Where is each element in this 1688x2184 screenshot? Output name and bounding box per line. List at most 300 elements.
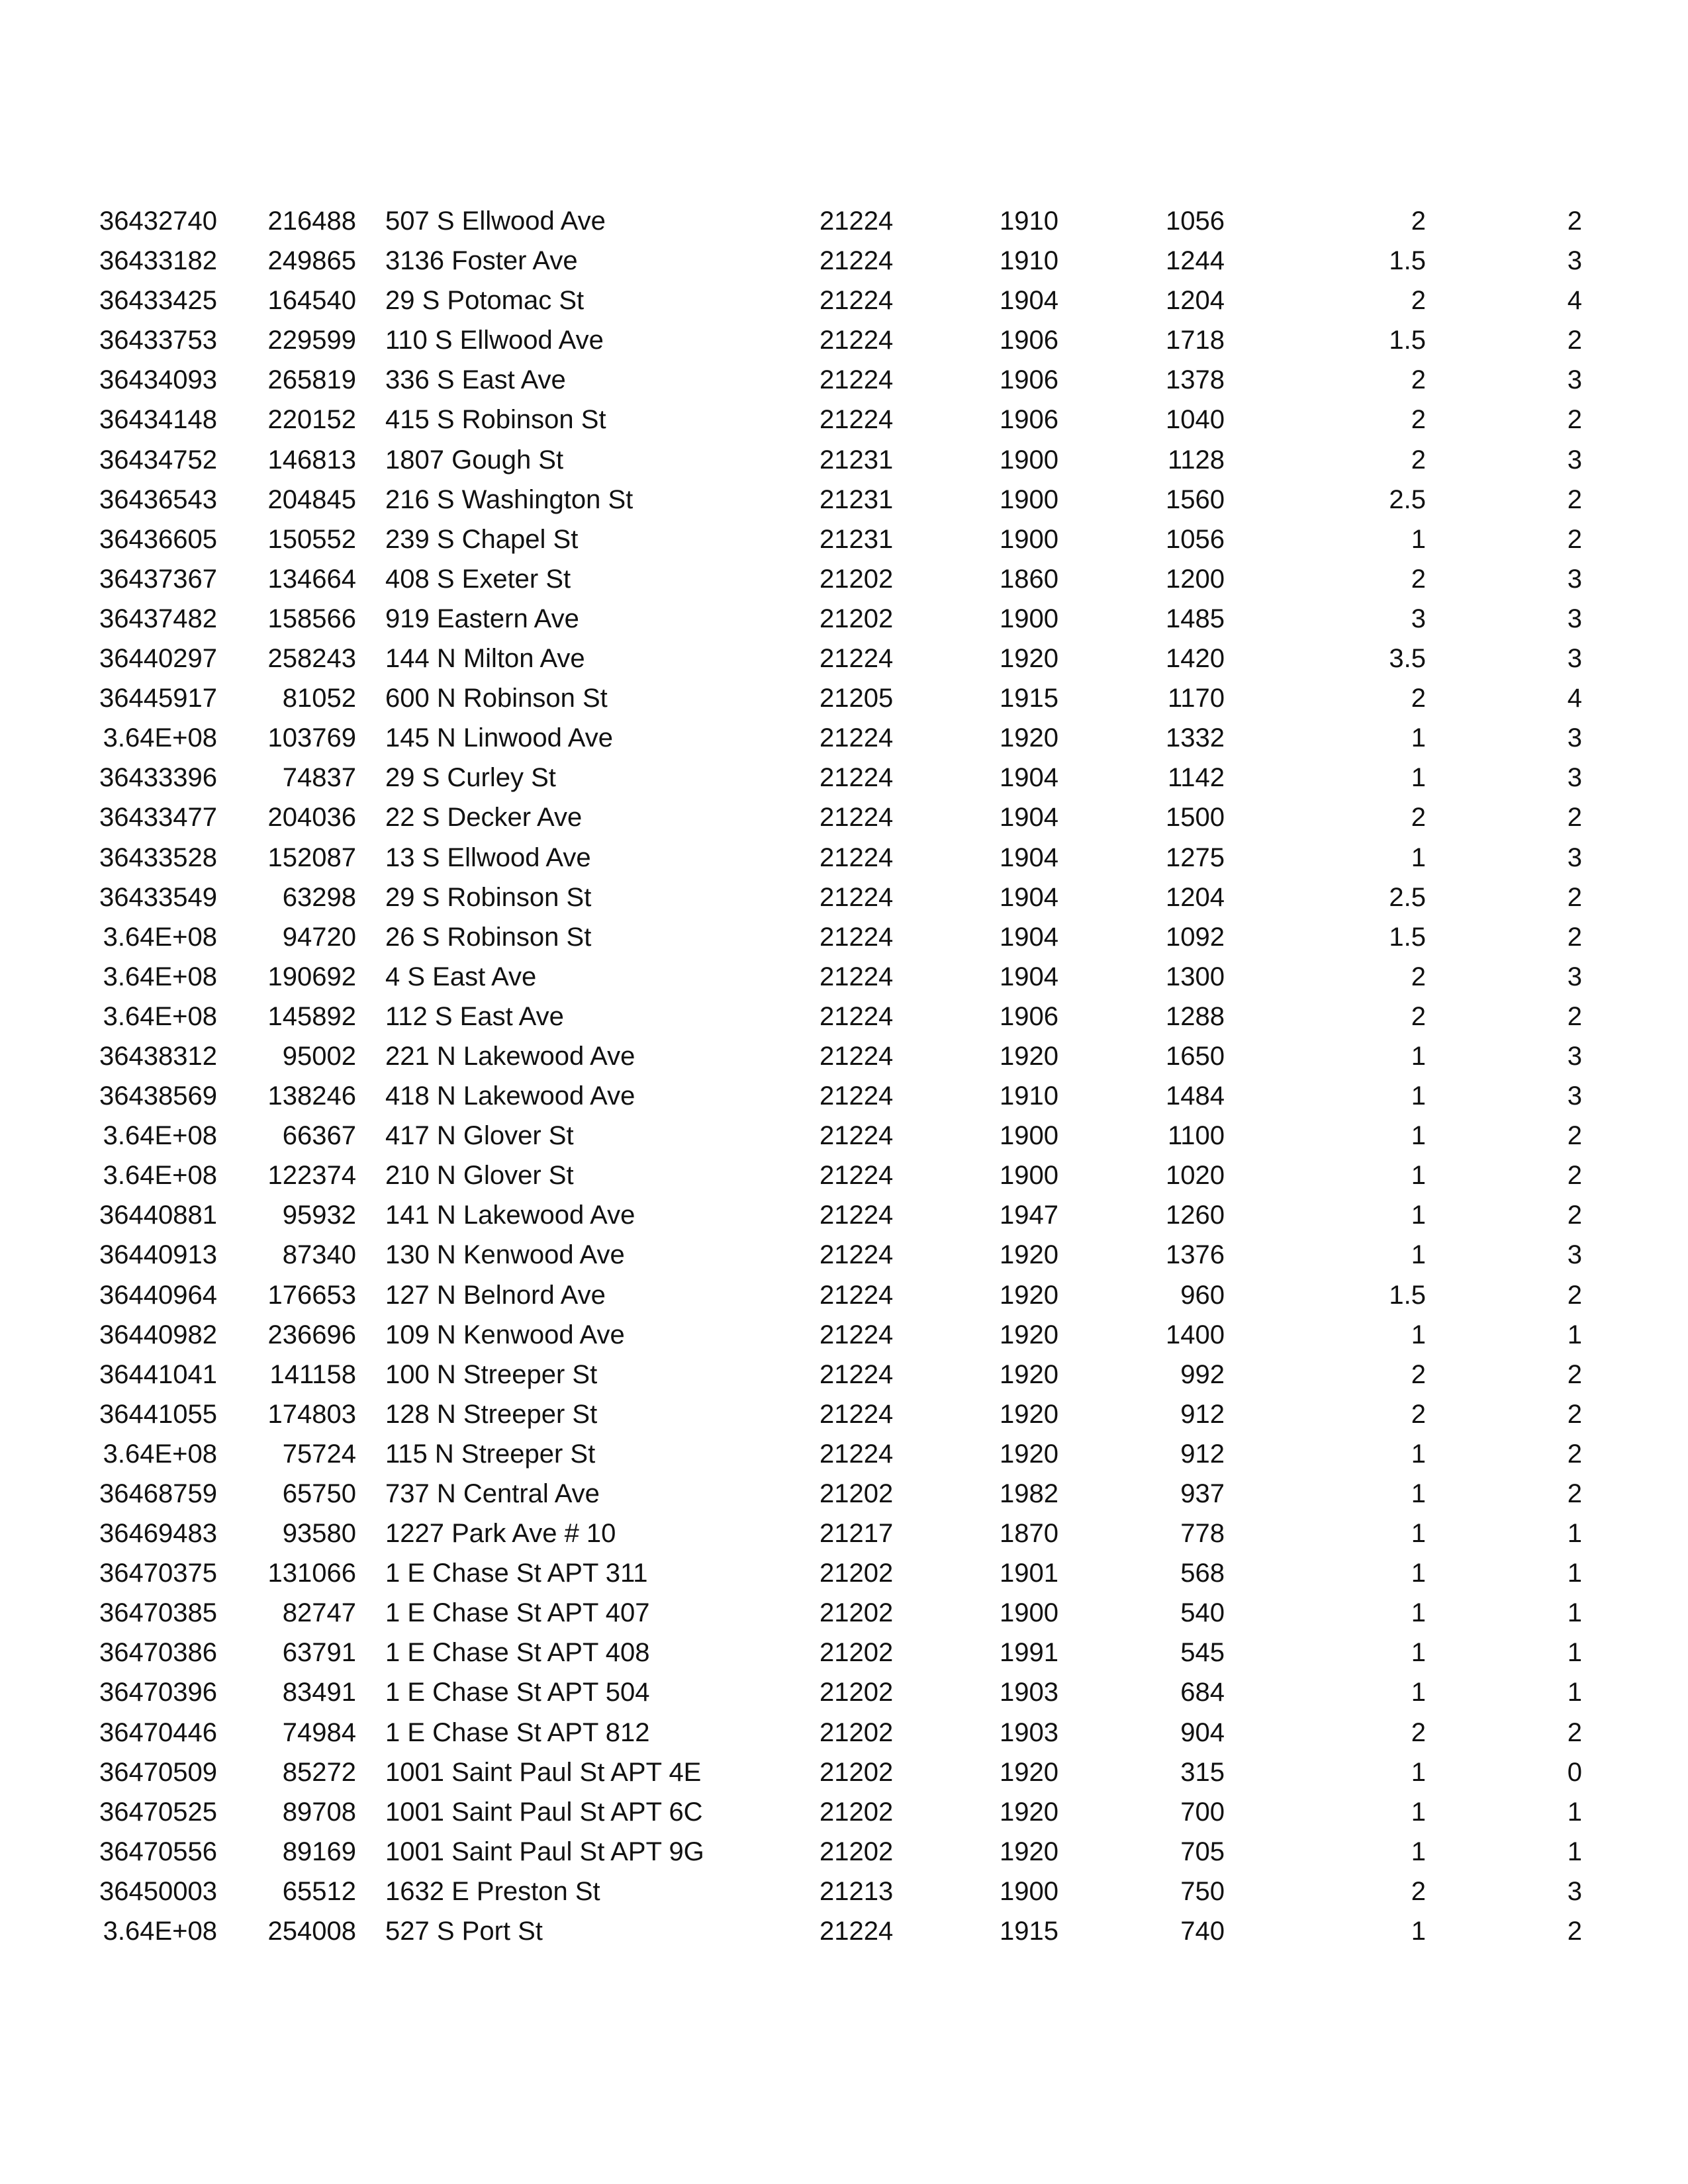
year-built-cell: 1900 [1000,1598,1058,1628]
address-cell: 336 S East Ave [385,365,566,395]
square-feet-cell: 1056 [1166,524,1225,554]
table-row [0,1235,1688,1275]
address-cell: 417 N Glover St [385,1121,574,1151]
bedrooms-cell: 1 [1567,1837,1582,1866]
table-row [0,758,1688,797]
value-cell: 93580 [282,1519,356,1549]
bedrooms-cell: 3 [1567,962,1582,991]
record-id-cell: 3.64E+08 [103,1161,217,1191]
table-row [0,1911,1688,1951]
square-feet-cell: 1378 [1166,365,1225,395]
address-cell: 3136 Foster Ave [385,246,578,276]
baths-cell: 1 [1411,1320,1426,1349]
value-cell: 229599 [267,326,356,355]
address-cell: 507 S Ellwood Ave [385,206,606,236]
value-cell: 95932 [282,1201,356,1230]
table-row [0,281,1688,320]
square-feet-cell: 1718 [1166,326,1225,355]
value-cell: 258243 [267,644,356,674]
baths-cell: 2 [1411,405,1426,435]
zip-cell: 21224 [820,1001,894,1031]
record-id-cell: 36470396 [99,1678,217,1707]
baths-cell: 1 [1411,1479,1426,1508]
year-built-cell: 1920 [1000,1320,1058,1349]
record-id-cell: 36437367 [99,564,217,594]
value-cell: 204845 [267,484,356,514]
value-cell: 265819 [267,365,356,395]
square-feet-cell: 1244 [1166,246,1225,276]
value-cell: 89169 [282,1837,356,1866]
record-id-cell: 36470385 [99,1598,217,1628]
baths-cell: 1 [1411,1678,1426,1707]
value-cell: 176653 [267,1280,356,1310]
table-row [0,1434,1688,1474]
address-cell: 1 E Chase St APT 311 [385,1559,648,1588]
record-id-cell: 36440982 [99,1320,217,1349]
square-feet-cell: 912 [1180,1439,1225,1469]
value-cell: 134664 [267,564,356,594]
year-built-cell: 1910 [1000,1081,1058,1111]
value-cell: 145892 [267,1001,356,1031]
bedrooms-cell: 2 [1567,1917,1582,1946]
table-row [0,320,1688,360]
record-id-cell: 36470556 [99,1837,217,1866]
square-feet-cell: 1056 [1166,206,1225,236]
value-cell: 174803 [267,1399,356,1429]
address-cell: 1001 Saint Paul St APT 6C [385,1797,703,1827]
baths-cell: 1 [1411,1559,1426,1588]
zip-cell: 21224 [820,206,894,236]
value-cell: 164540 [267,286,356,316]
square-feet-cell: 1128 [1167,445,1225,475]
value-cell: 204036 [267,803,356,833]
square-feet-cell: 1200 [1166,564,1225,594]
bedrooms-cell: 2 [1567,1399,1582,1429]
year-built-cell: 1906 [1000,405,1058,435]
address-cell: 527 S Port St [385,1917,543,1946]
zip-cell: 21224 [820,1320,894,1349]
year-built-cell: 1870 [1000,1519,1058,1549]
address-cell: 737 N Central Ave [385,1479,600,1508]
zip-cell: 21224 [820,1917,894,1946]
zip-cell: 21231 [820,524,894,554]
baths-cell: 1 [1411,1081,1426,1111]
zip-cell: 21202 [820,1757,894,1787]
bedrooms-cell: 3 [1567,763,1582,793]
record-id-cell: 36469483 [99,1519,217,1549]
value-cell: 152087 [267,842,356,872]
square-feet-cell: 1142 [1167,763,1225,793]
baths-cell: 1.5 [1389,1280,1426,1310]
bedrooms-cell: 2 [1567,1161,1582,1191]
year-built-cell: 1991 [1000,1638,1058,1668]
address-cell: 408 S Exeter St [385,564,571,594]
bedrooms-cell: 2 [1567,803,1582,833]
baths-cell: 1 [1411,1837,1426,1866]
zip-cell: 21202 [820,1598,894,1628]
value-cell: 63791 [282,1638,356,1668]
table-row [0,440,1688,480]
address-cell: 29 S Potomac St [385,286,585,316]
bedrooms-cell: 2 [1567,206,1582,236]
baths-cell: 1 [1411,1797,1426,1827]
record-id-cell: 36470375 [99,1559,217,1588]
record-id-cell: 3.64E+08 [103,962,217,991]
square-feet-cell: 912 [1180,1399,1225,1429]
bedrooms-cell: 2 [1567,405,1582,435]
table-row [0,360,1688,400]
bedrooms-cell: 2 [1567,326,1582,355]
bedrooms-cell: 2 [1567,1280,1582,1310]
baths-cell: 1 [1411,1598,1426,1628]
zip-cell: 21224 [820,723,894,753]
address-cell: 418 N Lakewood Ave [385,1081,635,1111]
table-row [0,1633,1688,1672]
table-row [0,559,1688,599]
square-feet-cell: 1040 [1166,405,1225,435]
year-built-cell: 1904 [1000,842,1058,872]
year-built-cell: 1910 [1000,246,1058,276]
bedrooms-cell: 1 [1567,1559,1582,1588]
table-row [0,1076,1688,1116]
table-row [0,1195,1688,1235]
year-built-cell: 1920 [1000,1797,1058,1827]
baths-cell: 2 [1411,206,1426,236]
zip-cell: 21224 [820,763,894,793]
square-feet-cell: 778 [1180,1519,1225,1549]
value-cell: 95002 [282,1041,356,1071]
value-cell: 82747 [282,1598,356,1628]
bedrooms-cell: 1 [1567,1638,1582,1668]
address-cell: 29 S Robinson St [385,882,592,912]
square-feet-cell: 960 [1180,1280,1225,1310]
year-built-cell: 1900 [1000,1876,1058,1906]
record-id-cell: 3.64E+08 [103,1001,217,1031]
bedrooms-cell: 2 [1567,1201,1582,1230]
square-feet-cell: 1170 [1167,684,1225,713]
year-built-cell: 1906 [1000,326,1058,355]
bedrooms-cell: 0 [1567,1757,1582,1787]
bedrooms-cell: 2 [1567,1439,1582,1469]
zip-cell: 21205 [820,684,894,713]
value-cell: 158566 [267,604,356,633]
address-cell: 1 E Chase St APT 408 [385,1638,650,1668]
baths-cell: 2 [1411,1876,1426,1906]
baths-cell: 2 [1411,1359,1426,1389]
year-built-cell: 1920 [1000,1399,1058,1429]
baths-cell: 1 [1411,723,1426,753]
table-row [0,878,1688,917]
bedrooms-cell: 3 [1567,723,1582,753]
year-built-cell: 1920 [1000,1439,1058,1469]
record-id-cell: 36441055 [99,1399,217,1429]
bedrooms-cell: 2 [1567,1717,1582,1747]
table-row [0,480,1688,520]
table-row [0,599,1688,639]
zip-cell: 21202 [820,1837,894,1866]
table-row [0,1872,1688,1911]
bedrooms-cell: 3 [1567,365,1582,395]
table-row [0,400,1688,439]
table-row [0,957,1688,997]
address-cell: 22 S Decker Ave [385,803,583,833]
table-row [0,1514,1688,1553]
bedrooms-cell: 3 [1567,1876,1582,1906]
zip-cell: 21224 [820,1081,894,1111]
year-built-cell: 1920 [1000,1757,1058,1787]
address-cell: 130 N Kenwood Ave [385,1240,625,1270]
bedrooms-cell: 2 [1567,1001,1582,1031]
baths-cell: 1 [1411,1121,1426,1151]
value-cell: 74837 [282,763,356,793]
table-row [0,241,1688,281]
value-cell: 216488 [267,206,356,236]
year-built-cell: 1860 [1000,564,1058,594]
year-built-cell: 1904 [1000,286,1058,316]
baths-cell: 2.5 [1389,882,1426,912]
record-id-cell: 36434752 [99,445,217,475]
square-feet-cell: 1260 [1166,1201,1225,1230]
record-id-cell: 36433477 [99,803,217,833]
year-built-cell: 1901 [1000,1559,1058,1588]
record-id-cell: 36433396 [99,763,217,793]
year-built-cell: 1920 [1000,644,1058,674]
baths-cell: 2 [1411,1399,1426,1429]
bedrooms-cell: 3 [1567,246,1582,276]
table-row [0,1036,1688,1076]
baths-cell: 1.5 [1389,246,1426,276]
record-id-cell: 36440881 [99,1201,217,1230]
address-cell: 415 S Robinson St [385,405,606,435]
year-built-cell: 1904 [1000,803,1058,833]
value-cell: 66367 [282,1121,356,1151]
record-id-cell: 36445917 [99,684,217,713]
value-cell: 220152 [267,405,356,435]
bedrooms-cell: 1 [1567,1598,1582,1628]
value-cell: 150552 [267,524,356,554]
bedrooms-cell: 1 [1567,1797,1582,1827]
address-cell: 210 N Glover St [385,1161,574,1191]
value-cell: 146813 [267,445,356,475]
year-built-cell: 1900 [1000,445,1058,475]
record-id-cell: 36433425 [99,286,217,316]
baths-cell: 1 [1411,524,1426,554]
baths-cell: 1.5 [1389,326,1426,355]
square-feet-cell: 1300 [1166,962,1225,991]
square-feet-cell: 992 [1180,1359,1225,1389]
zip-cell: 21224 [820,365,894,395]
bedrooms-cell: 2 [1567,484,1582,514]
year-built-cell: 1900 [1000,484,1058,514]
table-row [0,520,1688,559]
address-cell: 100 N Streeper St [385,1359,598,1389]
baths-cell: 1 [1411,1439,1426,1469]
value-cell: 75724 [282,1439,356,1469]
value-cell: 81052 [282,684,356,713]
address-cell: 112 S East Ave [385,1001,564,1031]
year-built-cell: 1982 [1000,1479,1058,1508]
address-cell: 128 N Streeper St [385,1399,598,1429]
zip-cell: 21213 [820,1876,894,1906]
address-cell: 1 E Chase St APT 407 [385,1598,650,1628]
value-cell: 254008 [267,1917,356,1946]
baths-cell: 1 [1411,1757,1426,1787]
value-cell: 83491 [282,1678,356,1707]
address-cell: 127 N Belnord Ave [385,1280,606,1310]
address-cell: 1 E Chase St APT 812 [385,1717,650,1747]
bedrooms-cell: 4 [1567,286,1582,316]
record-id-cell: 36438312 [99,1041,217,1071]
square-feet-cell: 1420 [1166,644,1225,674]
bedrooms-cell: 2 [1567,882,1582,912]
square-feet-cell: 540 [1180,1598,1225,1628]
square-feet-cell: 1204 [1166,882,1225,912]
year-built-cell: 1904 [1000,763,1058,793]
zip-cell: 21202 [820,1797,894,1827]
address-cell: 141 N Lakewood Ave [385,1201,635,1230]
address-cell: 109 N Kenwood Ave [385,1320,625,1349]
square-feet-cell: 1400 [1166,1320,1225,1349]
square-feet-cell: 1500 [1166,803,1225,833]
square-feet-cell: 315 [1180,1757,1225,1787]
record-id-cell: 36440297 [99,644,217,674]
bedrooms-cell: 4 [1567,684,1582,713]
table-row [0,1156,1688,1195]
bedrooms-cell: 1 [1567,1678,1582,1707]
record-id-cell: 36433753 [99,326,217,355]
baths-cell: 2 [1411,1001,1426,1031]
baths-cell: 1 [1411,842,1426,872]
value-cell: 236696 [267,1320,356,1349]
year-built-cell: 1920 [1000,1837,1058,1866]
year-built-cell: 1900 [1000,1161,1058,1191]
value-cell: 89708 [282,1797,356,1827]
zip-cell: 21224 [820,1121,894,1151]
zip-cell: 21224 [820,246,894,276]
address-cell: 216 S Washington St [385,484,633,514]
record-id-cell: 3.64E+08 [103,922,217,952]
square-feet-cell: 545 [1180,1638,1225,1668]
zip-cell: 21224 [820,1439,894,1469]
record-id-cell: 36436543 [99,484,217,514]
record-id-cell: 36470386 [99,1638,217,1668]
baths-cell: 1 [1411,1917,1426,1946]
zip-cell: 21224 [820,1161,894,1191]
zip-cell: 21224 [820,286,894,316]
year-built-cell: 1904 [1000,962,1058,991]
square-feet-cell: 740 [1180,1917,1225,1946]
zip-cell: 21202 [820,1479,894,1508]
bedrooms-cell: 3 [1567,1041,1582,1071]
table-row [0,718,1688,758]
bedrooms-cell: 3 [1567,842,1582,872]
address-cell: 115 N Streeper St [385,1439,596,1469]
square-feet-cell: 1650 [1166,1041,1225,1071]
year-built-cell: 1903 [1000,1678,1058,1707]
zip-cell: 21202 [820,564,894,594]
table-row [0,838,1688,878]
record-id-cell: 3.64E+08 [103,1439,217,1469]
table-row [0,1792,1688,1832]
zip-cell: 21202 [820,604,894,633]
year-built-cell: 1947 [1000,1201,1058,1230]
value-cell: 65512 [282,1876,356,1906]
baths-cell: 2 [1411,365,1426,395]
square-feet-cell: 1376 [1166,1240,1225,1270]
baths-cell: 2 [1411,445,1426,475]
record-id-cell: 36440913 [99,1240,217,1270]
address-cell: 144 N Milton Ave [385,644,585,674]
value-cell: 141158 [269,1359,356,1389]
address-cell: 919 Eastern Ave [385,604,579,633]
record-id-cell: 3.64E+08 [103,1121,217,1151]
bedrooms-cell: 3 [1567,445,1582,475]
zip-cell: 21202 [820,1717,894,1747]
address-cell: 26 S Robinson St [385,922,592,952]
square-feet-cell: 1484 [1166,1081,1225,1111]
record-id-cell: 36434148 [99,405,217,435]
baths-cell: 1 [1411,1240,1426,1270]
address-cell: 13 S Ellwood Ave [385,842,591,872]
baths-cell: 2 [1411,286,1426,316]
bedrooms-cell: 2 [1567,1359,1582,1389]
address-cell: 29 S Curley St [385,763,556,793]
value-cell: 74984 [282,1717,356,1747]
address-cell: 145 N Linwood Ave [385,723,613,753]
bedrooms-cell: 3 [1567,604,1582,633]
bedrooms-cell: 2 [1567,922,1582,952]
zip-cell: 21202 [820,1559,894,1588]
baths-cell: 1 [1411,763,1426,793]
record-id-cell: 36433528 [99,842,217,872]
zip-cell: 21224 [820,1041,894,1071]
year-built-cell: 1906 [1000,365,1058,395]
bedrooms-cell: 1 [1567,1519,1582,1549]
table-row [0,1553,1688,1593]
zip-cell: 21224 [820,405,894,435]
baths-cell: 1 [1411,1041,1426,1071]
table-row [0,1116,1688,1156]
address-cell: 1807 Gough St [385,445,564,475]
table-row [0,917,1688,957]
year-built-cell: 1915 [1000,684,1058,713]
table-row [0,639,1688,678]
record-id-cell: 36432740 [99,206,217,236]
square-feet-cell: 1100 [1167,1121,1225,1151]
year-built-cell: 1920 [1000,723,1058,753]
year-built-cell: 1900 [1000,524,1058,554]
table-row [0,1474,1688,1514]
zip-cell: 21224 [820,1280,894,1310]
zip-cell: 21224 [820,882,894,912]
zip-cell: 21231 [820,484,894,514]
record-id-cell: 36440964 [99,1280,217,1310]
baths-cell: 2.5 [1389,484,1426,514]
square-feet-cell: 1288 [1166,1001,1225,1031]
record-id-cell: 36434093 [99,365,217,395]
value-cell: 65750 [282,1479,356,1508]
address-cell: 1227 Park Ave # 10 [385,1519,616,1549]
square-feet-cell: 904 [1180,1717,1225,1747]
value-cell: 103769 [267,723,356,753]
address-cell: 600 N Robinson St [385,684,608,713]
value-cell: 94720 [282,922,356,952]
table-row [0,1593,1688,1633]
baths-cell: 2 [1411,962,1426,991]
zip-cell: 21224 [820,842,894,872]
year-built-cell: 1920 [1000,1240,1058,1270]
record-id-cell: 36433182 [99,246,217,276]
